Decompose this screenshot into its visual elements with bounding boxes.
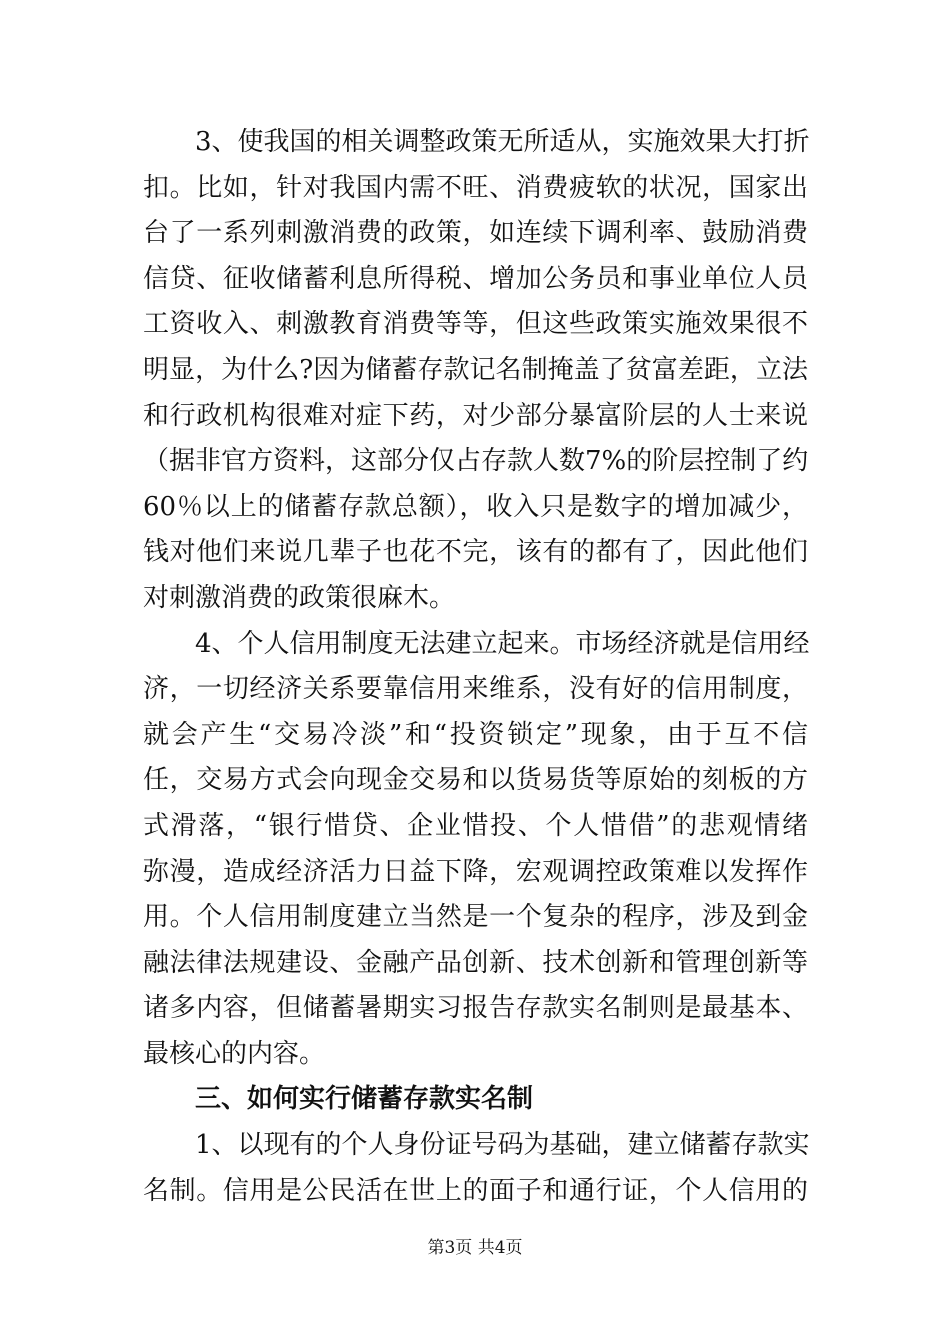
paragraph-line: 工资收入、刺激教育消费等等，但这些政策实施效果很不 [143, 309, 808, 340]
paragraph-line: 4、个人信用制度无法建立起来。市场经济就是信用经 [195, 628, 810, 659]
paragraph-line: （据非官方资料，这部分仅占存款人数7%的阶层控制了约 [143, 446, 809, 477]
paragraph-line: 就会产生“交易冷淡”和“投资锁定”现象，由于互不信 [143, 719, 808, 750]
page-number-footer: 第3页 共4页 [427, 1238, 523, 1258]
paragraph-line: 台了一系列刺激消费的政策，如连续下调利率、鼓励消费 [143, 218, 808, 249]
paragraph-line: 名制。信用是公民活在世上的面子和通行证，个人信用的 [143, 1175, 808, 1206]
paragraph-line: 诸多内容，但储蓄暑期实习报告存款实名制则是最基本、 [143, 993, 808, 1024]
paragraph-line: 济，一切经济关系要靠信用来维系，没有好的信用制度， [143, 674, 808, 705]
paragraph-line: 1、以现有的个人身份证号码为基础，建立储蓄存款实 [195, 1130, 810, 1161]
section-heading: 三、如何实行储蓄存款实名制 [195, 1084, 534, 1115]
paragraph-line: 弥漫，造成经济活力日益下降，宏观调控政策难以发挥作 [143, 856, 808, 887]
paragraph-line: 对刺激消费的政策很麻木。 [143, 582, 456, 613]
paragraph-line: 任，交易方式会向现金交易和以货易货等原始的刻板的方 [143, 765, 808, 796]
paragraph-line: 明显，为什么?因为储蓄存款记名制掩盖了贫富差距，立法 [143, 354, 808, 385]
paragraph-line: 融法律法规建设、金融产品创新、技术创新和管理创新等 [143, 947, 808, 978]
document-body [143, 120, 808, 1214]
paragraph-line: 和行政机构很难对症下药，对少部分暴富阶层的人士来说 [143, 400, 808, 431]
paragraph-line: 3、使我国的相关调整政策无所适从，实施效果大打折 [195, 127, 810, 157]
paragraph-line: 60％以上的储蓄存款总额），收入只是数字的增加减少， [143, 491, 808, 522]
paragraph-line: 钱对他们来说几辈子也花不完，该有的都有了，因此他们 [143, 537, 808, 568]
paragraph-line: 式滑落，“银行惜贷、企业惜投、个人惜借”的悲观情绪 [143, 810, 808, 841]
paragraph-line: 扣。比如，针对我国内需不旺、消费疲软的状况，国家出 [143, 172, 808, 203]
paragraph-line: 用。个人信用制度建立当然是一个复杂的程序，涉及到金 [143, 902, 808, 933]
paragraph-line: 最核心的内容。 [143, 1038, 326, 1069]
paragraph-line: 信贷、征收储蓄利息所得税、增加公务员和事业单位人员 [143, 263, 808, 294]
